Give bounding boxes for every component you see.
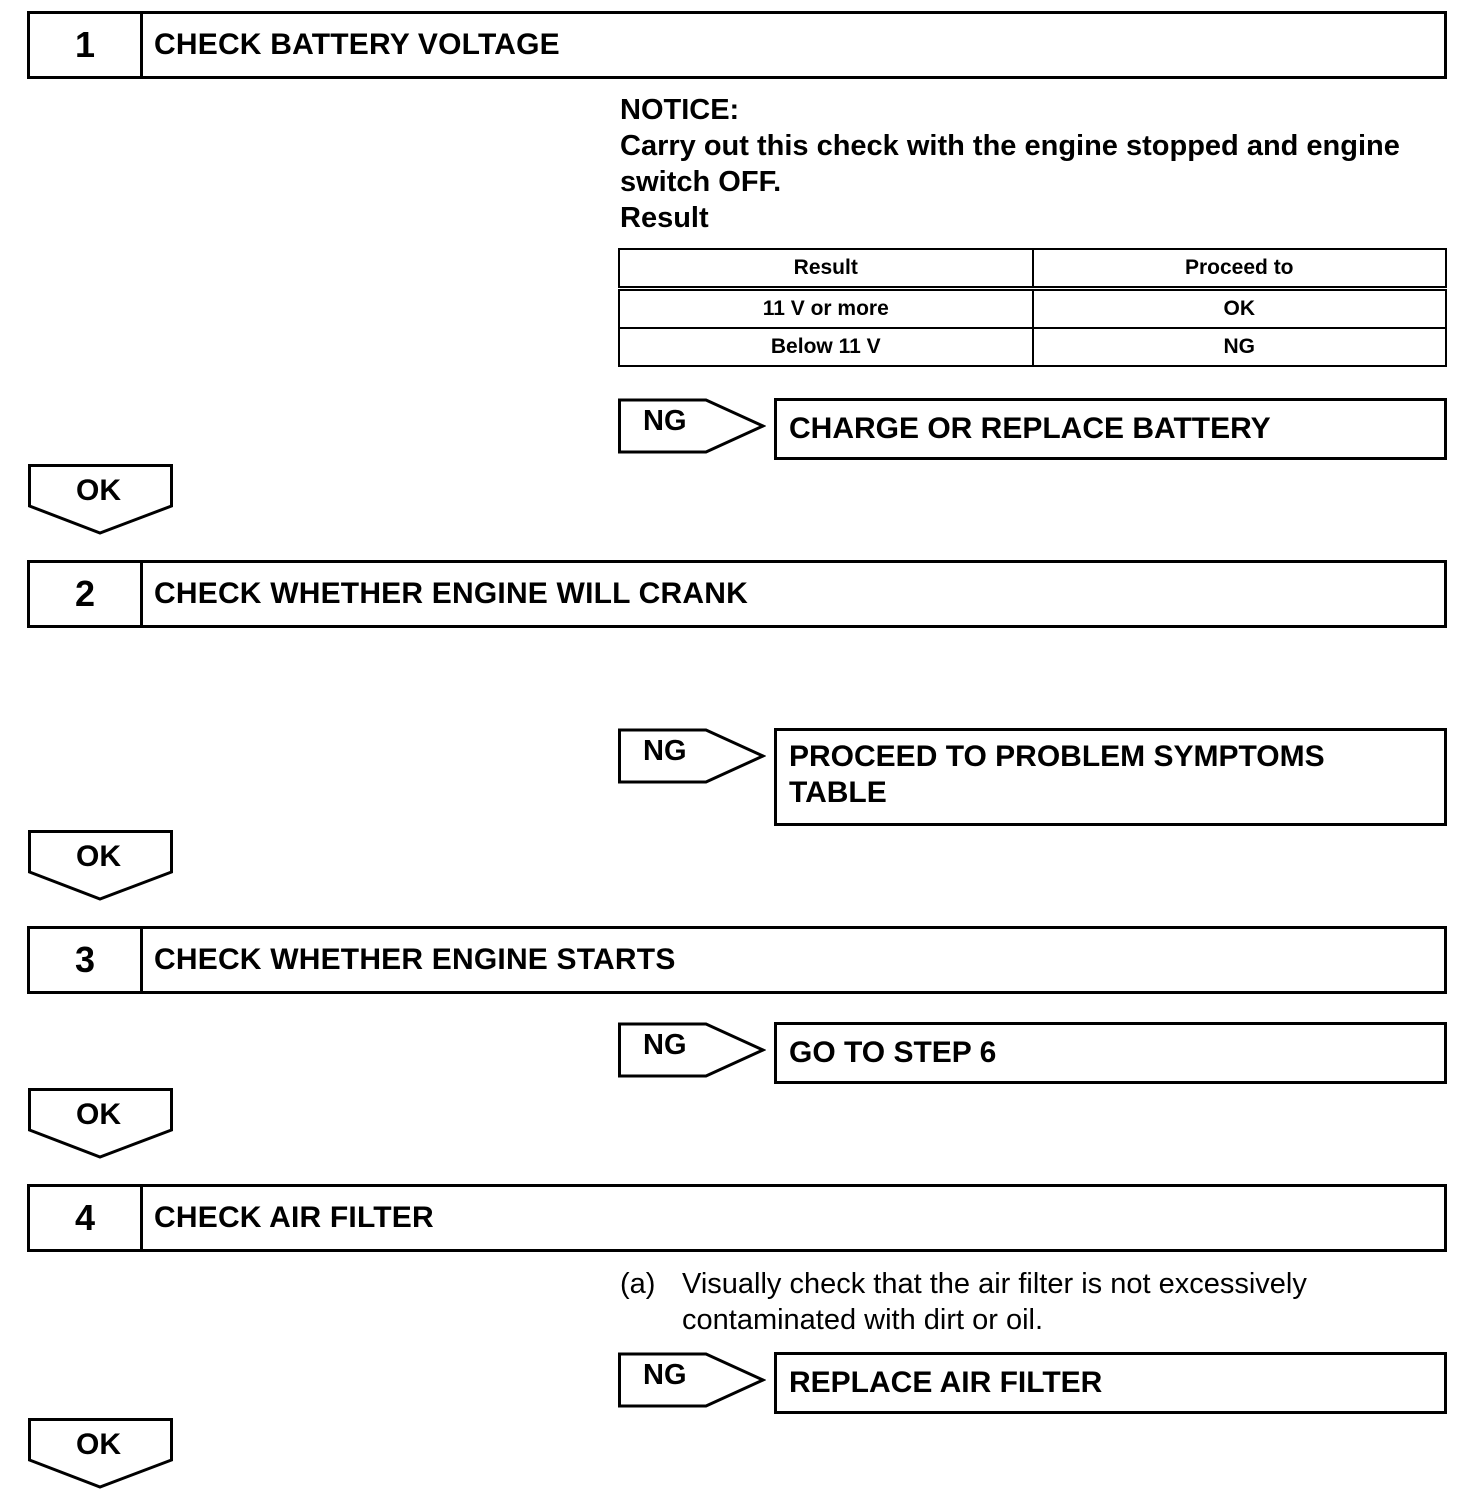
ng-action-box: CHARGE OR REPLACE BATTERY [774,398,1447,460]
ng-action-box: GO TO STEP 6 [774,1022,1447,1084]
ng-label: NG [643,1359,687,1391]
ng-label: NG [643,1029,687,1061]
notice-heading: NOTICE: [620,94,740,126]
result-table [618,248,1447,367]
instruction-item [620,1266,1440,1338]
ng-arrow-shape [618,1351,766,1409]
table-row [619,328,1446,366]
notice-block [620,92,1450,236]
ok-arrow [28,464,173,536]
step-number: 1 [30,14,143,76]
ng-action-box: REPLACE AIR FILTER [774,1352,1447,1414]
ng-action-box: PROCEED TO PROBLEM SYMPTOMS TABLE [774,728,1447,826]
step-title: CHECK WHETHER ENGINE WILL CRANK [154,577,748,610]
ng-arrow [618,1351,766,1409]
ok-label: OK [76,840,121,873]
table-header-cell: Result [619,249,1033,289]
ng-arrow [618,1021,766,1079]
step-number: 4 [30,1187,143,1249]
ok-label: OK [76,1428,121,1461]
step-2-header [27,560,1447,628]
table-header-cell: Proceed to [1033,249,1447,289]
step-title: CHECK BATTERY VOLTAGE [154,28,560,61]
ng-arrow-shape [618,1021,766,1079]
ng-arrow-shape [618,397,766,455]
ok-label: OK [76,1098,121,1131]
table-row [619,289,1446,329]
step-1-header [27,11,1447,79]
instruction-label: (a) [620,1268,656,1300]
table-cell: Below 11 V [619,328,1033,366]
ng-arrow-shape [618,727,766,785]
ok-label: OK [76,474,121,507]
notice-text: Carry out this check with the engine stopped and engine switch OFF. [620,130,1400,198]
step-number: 3 [30,929,143,991]
table-cell: NG [1033,328,1447,366]
step-number: 2 [30,563,143,625]
ok-arrow [28,830,173,902]
table-header-row [619,249,1446,289]
step-title: CHECK AIR FILTER [154,1201,434,1234]
ng-arrow [618,397,766,455]
ng-label: NG [643,735,687,767]
step-title: CHECK WHETHER ENGINE STARTS [154,943,676,976]
ng-arrow [618,727,766,785]
instruction-text: Visually check that the air filter is not excessively contaminated with dirt or oil. [682,1268,1307,1336]
step-4-header [27,1184,1447,1252]
ok-arrow [28,1088,173,1160]
ng-label: NG [643,405,687,437]
step-3-header [27,926,1447,994]
ok-arrow [28,1418,173,1490]
table-cell: OK [1033,289,1447,329]
table-cell: 11 V or more [619,289,1033,329]
result-label: Result [620,202,709,234]
result-table-wrapper [618,248,1447,367]
